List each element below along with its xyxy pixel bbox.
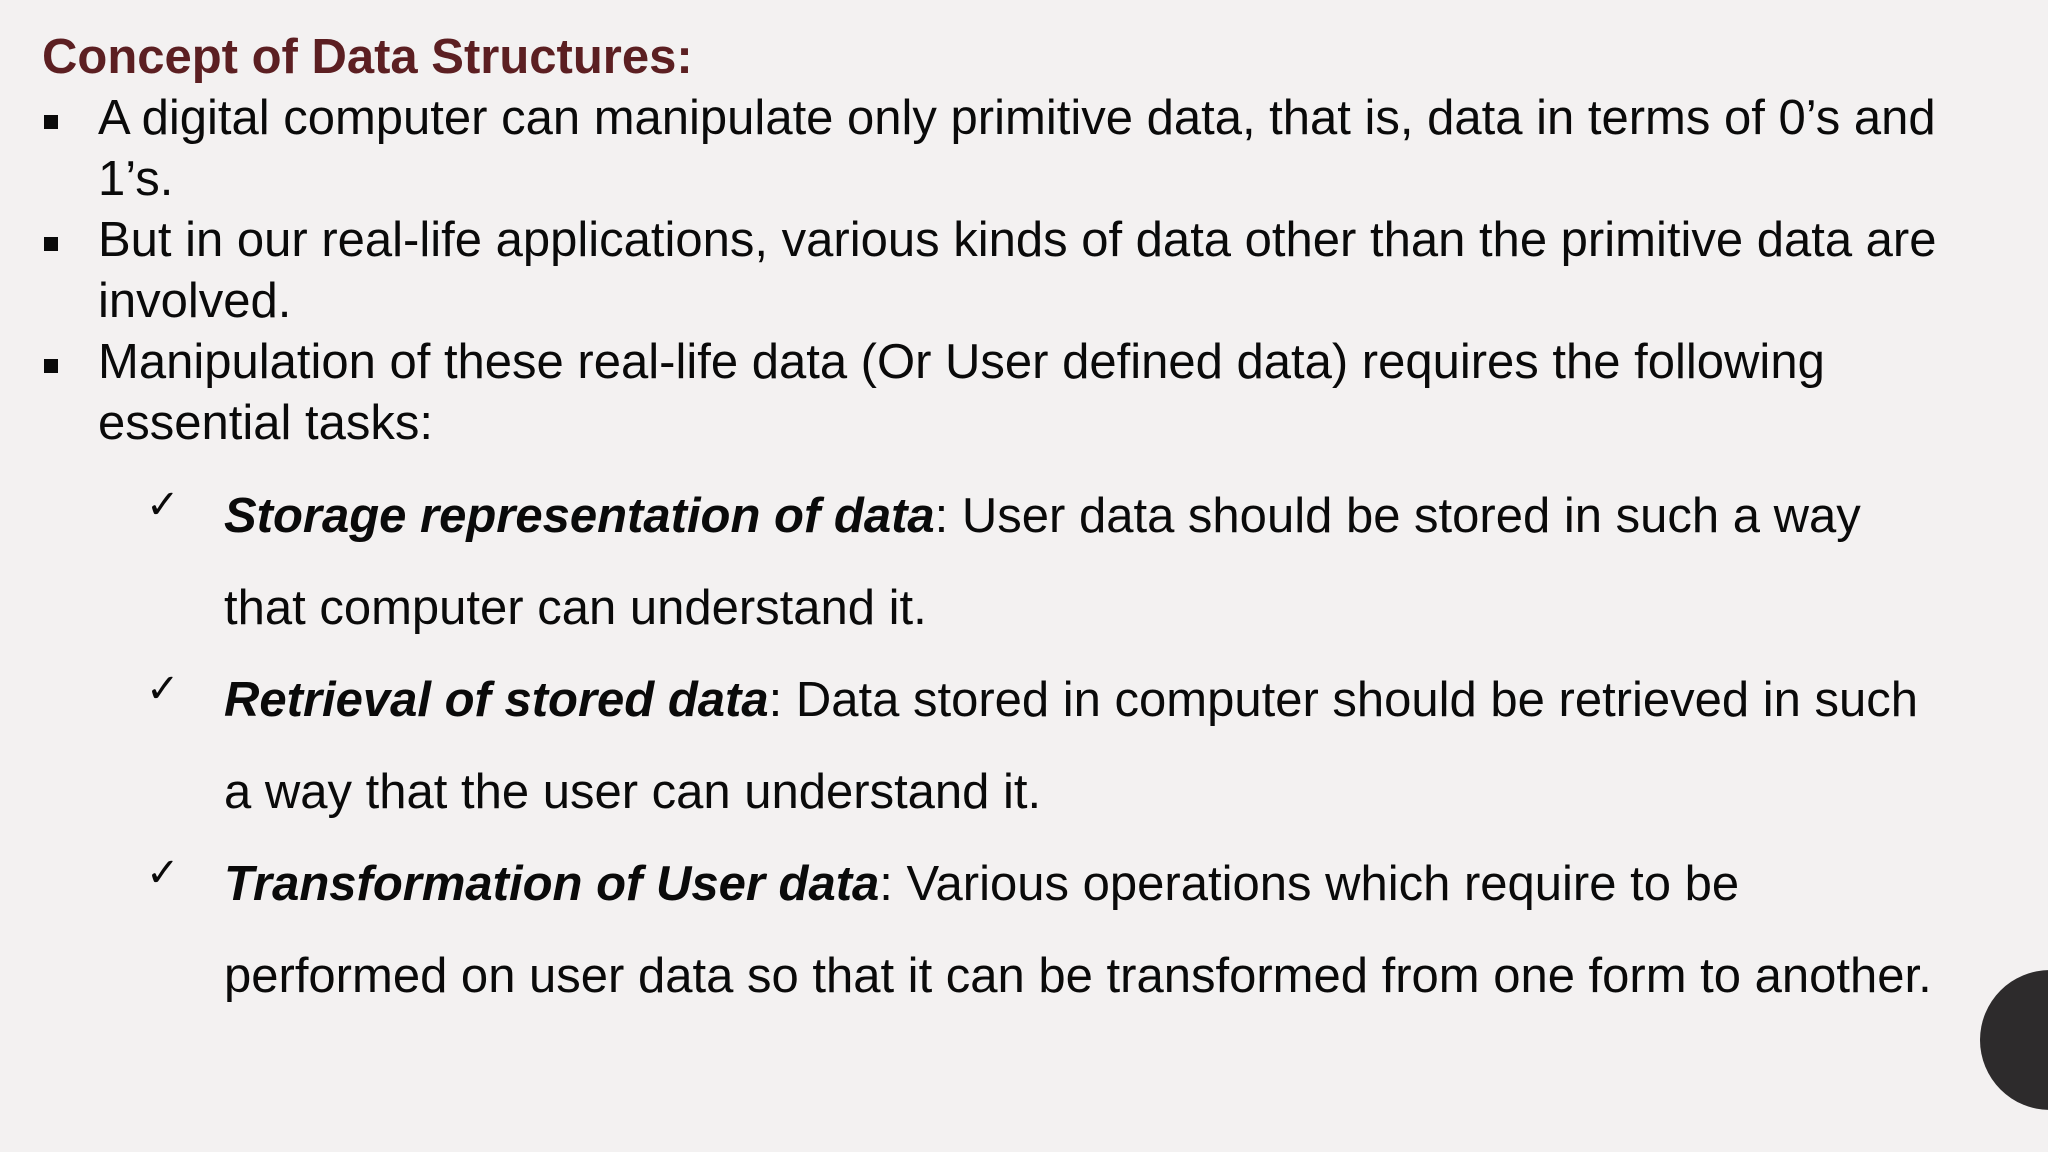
- task-description: : Various operations which require to be performed on user data so that it can be transformed from one form to another.: [224, 857, 1932, 1003]
- bullet-text: Manipulation of these real-life data (Or User defined data) requires the following essential tasks:: [98, 335, 1825, 450]
- task-item: [0, 470, 1944, 654]
- bullet-text: A digital computer can manipulate only primitive data, that is, data in terms of 0’s and 1’s.: [98, 91, 1936, 206]
- bullet-list: [0, 88, 2048, 454]
- square-bullet-icon: [44, 115, 58, 129]
- checkmark-icon: ✓: [146, 666, 180, 712]
- bullet-item: [0, 88, 1978, 210]
- slide-title: Concept of Data Structures:: [42, 30, 693, 84]
- checkmark-icon: ✓: [146, 482, 180, 528]
- task-item: [0, 838, 1944, 1022]
- bullet-item: [0, 210, 1978, 332]
- square-bullet-icon: [44, 237, 58, 251]
- bullet-text: But in our real-life applications, various kinds of data other than the primitive data are involved.: [98, 213, 1937, 328]
- task-term: Storage representation of data: [224, 489, 935, 543]
- task-term: Retrieval of stored data: [224, 673, 769, 727]
- task-term: Transformation of User data: [224, 857, 880, 911]
- task-item: [0, 654, 1944, 838]
- bullet-item: [0, 332, 1978, 454]
- task-list: [0, 470, 2048, 1022]
- checkmark-icon: ✓: [146, 850, 180, 896]
- square-bullet-icon: [44, 359, 58, 373]
- task-description: : Data stored in computer should be retrieved in such a way that the user can understand it.: [224, 673, 1919, 819]
- task-description: : User data should be stored in such a way that computer can understand it.: [224, 489, 1861, 635]
